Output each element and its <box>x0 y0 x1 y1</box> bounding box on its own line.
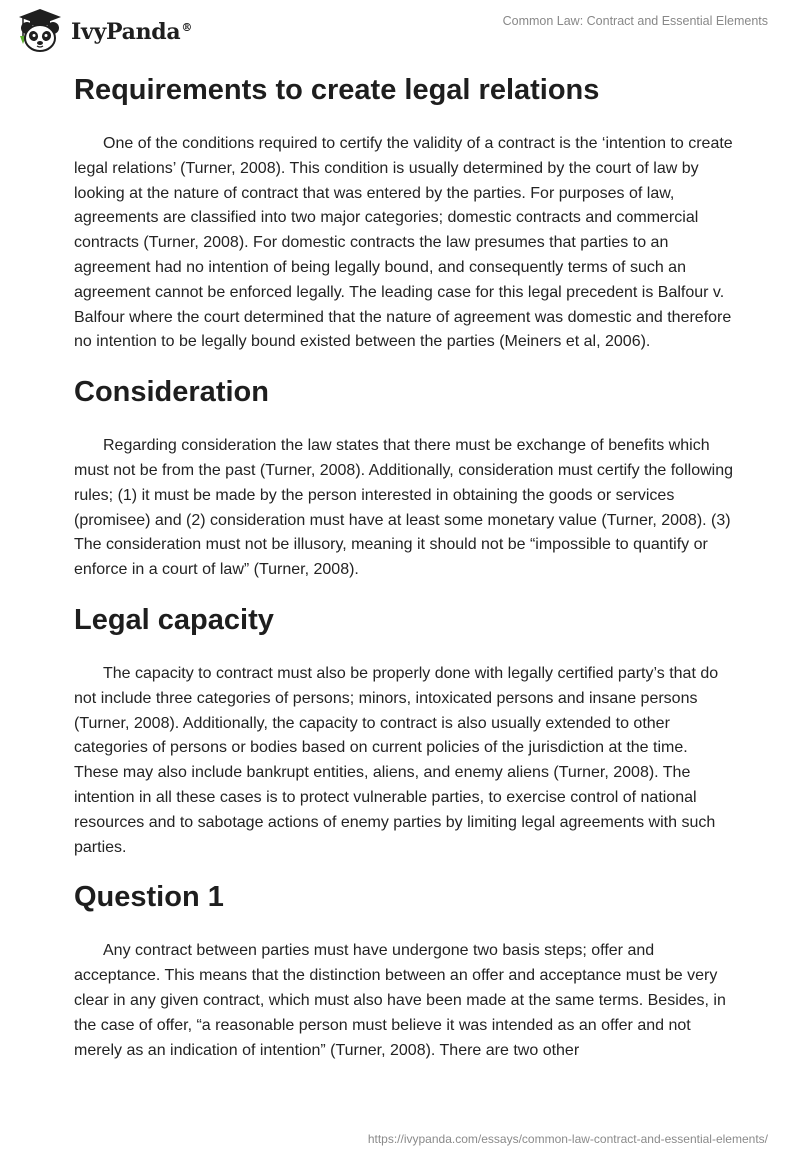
section-heading: Requirements to create legal relations <box>74 74 600 106</box>
section-heading: Consideration <box>74 376 269 409</box>
brand-name: IvyPanda® <box>71 19 193 45</box>
panda-logo-icon <box>15 6 65 56</box>
section-heading: Legal capacity <box>74 603 274 636</box>
running-title: Common Law: Contract and Essential Elements <box>502 14 768 28</box>
essay-content <box>74 72 734 1063</box>
section-paragraph: Any contract between parties must have undergone two basis steps; offer and acceptance. This means that the distinction between an offer and acceptance must be very clear in any given contract, which must also have been made at the same terms. Besides, in the case of offer, “a reasonable person must believe it was intended as an offer and not merely as an indication of intention” (Turner, 2008). There are two other <box>74 942 726 1059</box>
ivypanda-logo[interactable] <box>15 6 192 56</box>
page-header <box>0 0 800 70</box>
section-legal-capacity <box>74 602 734 860</box>
section-heading: Question 1 <box>74 881 224 914</box>
section-legal-relations <box>74 72 734 355</box>
section-paragraph: Regarding consideration the law states that there must be exchange of benefits which must not be from the past (Turner, 2008). Additionally, consideration must certify the following rules; (1) it must be made by the person interested in obtaining the goods or services (promisee) and (2) consideration must have at least some monetary value (Turner, 2008). (3) The consideration must not be illusory, meaning it should not be “impossible to quantify or enforce in a court of law” (Turner, 2008). <box>74 437 733 579</box>
section-paragraph: One of the conditions required to certify the validity of a contract is the ‘intention to create legal relations’ (Turner, 2008). This condition is usually determined by the court of law by looking at the nature of contract that was entered by the parties. For purposes of law, agreements are classified into two major categories; domestic contracts and commercial contracts (Turner, 2008). For domestic contracts the law presumes that parties to an agreement had no intention of being legally bound, and consequently terms of such an agreement cannot be enforced legally. The leading case for this legal precedent is Balfour v. Balfour where the court determined that the nature of agreement was domestic and therefore no intention to be legally bound existed between the parties (Meiners et al, 2006). <box>74 135 733 351</box>
section-consideration <box>74 374 734 583</box>
source-url[interactable]: https://ivypanda.com/essays/common-law-contract-and-essential-elements/ <box>367 1132 768 1146</box>
section-paragraph: The capacity to contract must also be properly done with legally certified party’s that do not include three categories of persons; minors, intoxicated persons and insane persons (Turner, 2008). Additionally, the capacity to contract is also usually extended to other categories of persons or bodies based on current policies of the jurisdiction at the time. These may also include bankrupt entities, aliens, and enemy aliens (Turner, 2008). The intention in all these cases is to protect vulnerable parties, to exercise control of national resources and to sabotage actions of enemy parties by limiting legal agreements with such parties. <box>74 664 719 856</box>
section-question-1 <box>74 879 734 1063</box>
